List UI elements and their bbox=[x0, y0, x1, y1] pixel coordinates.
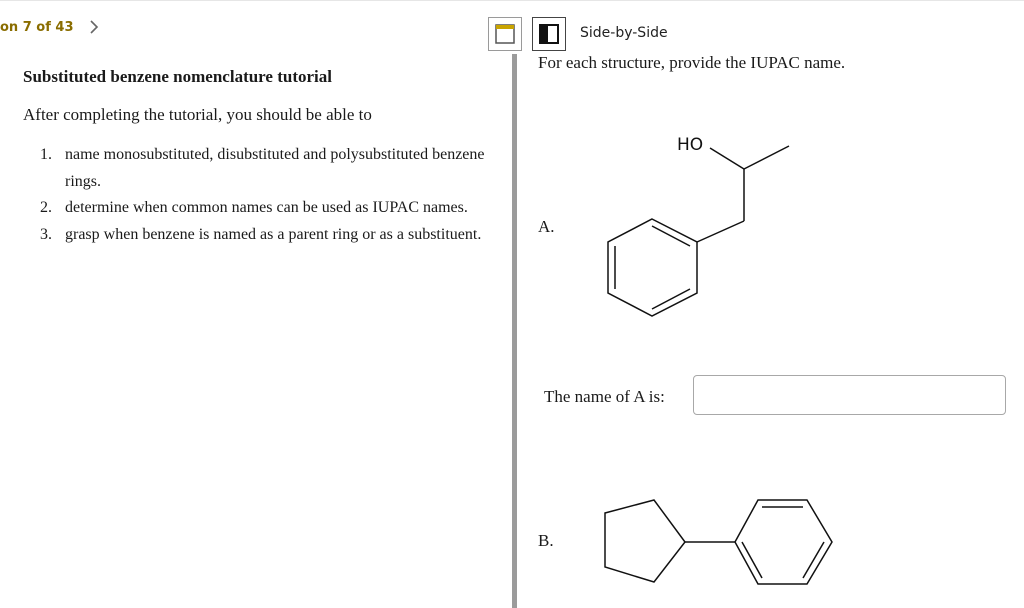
list-item-text: determine when common names can be used as IUPAC names. bbox=[65, 199, 468, 216]
top-bottom-layout-icon bbox=[495, 24, 515, 44]
hydroxyl-label: HO bbox=[677, 135, 704, 155]
structure-a-drawing bbox=[600, 128, 800, 333]
side-by-side-layout-button[interactable] bbox=[532, 17, 566, 51]
structure-b-drawing bbox=[600, 492, 840, 592]
list-item-number: 3. bbox=[40, 225, 52, 243]
cyclopentane-ring bbox=[605, 500, 685, 582]
benzene-ring bbox=[735, 500, 832, 584]
list-item bbox=[40, 222, 490, 249]
objectives-list bbox=[40, 142, 490, 248]
question-prompt: For each structure, provide the IUPAC name. bbox=[538, 53, 846, 72]
side-by-side-layout-icon bbox=[539, 24, 559, 44]
chevron-right-icon bbox=[86, 17, 104, 37]
side-chain-bonds bbox=[697, 146, 789, 242]
answer-a-input[interactable] bbox=[693, 375, 1006, 415]
tutorial-pane bbox=[0, 54, 512, 608]
list-item-number: 1. bbox=[40, 146, 52, 163]
list-item-number: 2. bbox=[40, 199, 52, 216]
top-toolbar bbox=[0, 0, 1024, 54]
benzene-ring bbox=[608, 219, 697, 316]
tutorial-title: Substituted benzene nomenclature tutorial bbox=[23, 67, 332, 86]
structure-a-label: A. bbox=[538, 217, 555, 236]
question-counter: on 7 of 43 bbox=[0, 20, 74, 35]
list-item-text: grasp when benzene is named as a parent ring or as a substituent. bbox=[65, 225, 482, 243]
list-item-text: name monosubstituted, disubstituted and polysubstituted benzene rings. bbox=[65, 146, 485, 190]
layout-mode-label: Side-by-Side bbox=[580, 25, 668, 41]
list-item bbox=[40, 142, 490, 195]
list-item bbox=[40, 195, 490, 222]
answer-a-label: The name of A is: bbox=[544, 387, 665, 406]
structure-b-label: B. bbox=[538, 531, 554, 550]
tutorial-intro: After completing the tutorial, you should be able to bbox=[23, 105, 372, 124]
top-bottom-layout-button[interactable] bbox=[488, 17, 522, 51]
next-question-button[interactable] bbox=[86, 17, 104, 37]
